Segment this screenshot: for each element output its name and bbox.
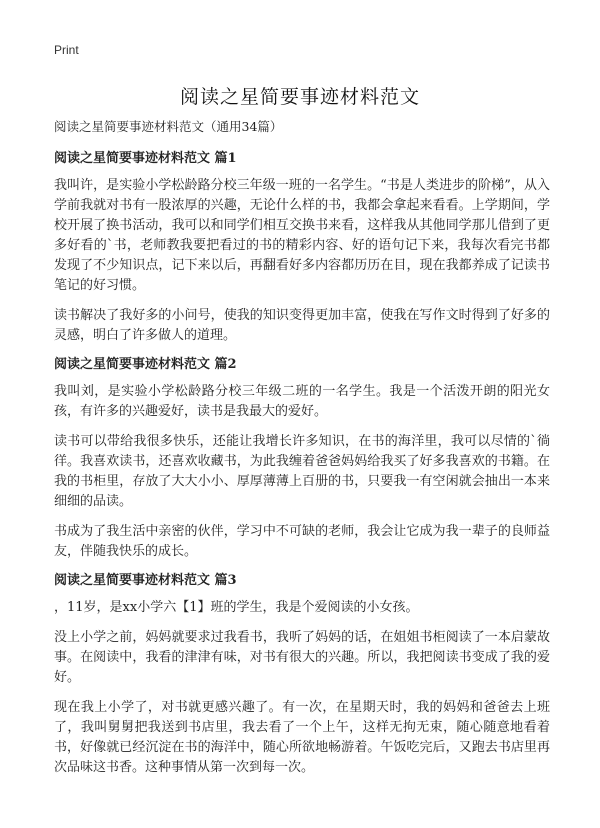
paragraph: 现在我上小学了，对书就更感兴趣了。有一次，在星期天时，我的妈妈和爸爸去上班了，我叫舅舅把我送到书店里，我去看了一个上午，这样无拘无束，随心随意地看着书，好像就已经沉淀在书的海洋中，随心所欲地畅游着。午饭吃完后，又跑去书店里再次品味这书香。这种事情从第一次到每一次。: [54, 700, 550, 775]
paragraph: 没上小学之前，妈妈就要求过我看书，我听了妈妈的话，在姐姐书柜阅读了一本启蒙故事。在阅读中，我看的津津有味，对书有很大的兴趣。所以，我把阅读书变成了我的爱好。: [54, 630, 550, 685]
print-label: Print: [54, 43, 79, 57]
paragraph: 我叫刘，是实验小学松龄路分校三年级二班的一名学生。我是一个活泼开朗的阳光女孩，有许多的兴趣爱好，读书是我最大的爱好。: [54, 384, 550, 419]
paragraph: 书成为了我生活中亲密的伙伴，学习中不可缺的老师，我会让它成为我一辈子的良师益友，伴随我快乐的成长。: [54, 524, 550, 559]
paragraph: 读书解决了我好多的小问号，使我的知识变得更加丰富，使我在写作文时得到了好多的灵感，明白了许多做人的道理。: [54, 308, 550, 343]
paragraph: ，11岁，是xx小学六【1】班的学生，我是个爱阅读的小女孩。: [54, 600, 419, 615]
section-heading: 阅读之星简要事迹材料范文 篇1: [54, 151, 237, 166]
document-subtitle: 阅读之星简要事迹材料范文（通用34篇）: [54, 119, 283, 134]
section-heading: 阅读之星简要事迹材料范文 篇2: [54, 357, 237, 372]
section-2: [54, 356, 550, 562]
section-3: [54, 572, 550, 778]
paragraph: 我叫许，是实验小学松龄路分校三年级一班的一名学生。“书是人类进步的阶梯”，从入学前我就对书有一股浓厚的兴趣，无论什么样的书，我都会拿起来看看。上学期间，学校开展了换书活动，我可以和同学们相互交换书来看，这样我从其他同学那儿借到了更多好看的`书，老师教我要把看过的书的精彩内容、好的语句记下来，我每次看完书都发现了不少知识点，记下来以后，再翻看好多内容都历历在目，现在我都养成了记读书笔记的好习惯。: [54, 178, 550, 293]
section-heading: 阅读之星简要事迹材料范文 篇3: [54, 573, 237, 588]
section-1: [54, 150, 550, 346]
page-title: 阅读之星简要事迹材料范文: [179, 86, 420, 108]
document-body: [54, 118, 550, 788]
paragraph: 读书可以带给我很多快乐，还能让我增长许多知识，在书的海洋里，我可以尽情的`徜徉。我喜欢读书，还喜欢收藏书，为此我缠着爸爸妈妈给我买了好多我喜欢的书籍。在我的书柜里，存放了大大小小、厚厚薄薄上百册的书，只要我一有空闲就会抽出一本来细细的品读。: [54, 434, 550, 509]
